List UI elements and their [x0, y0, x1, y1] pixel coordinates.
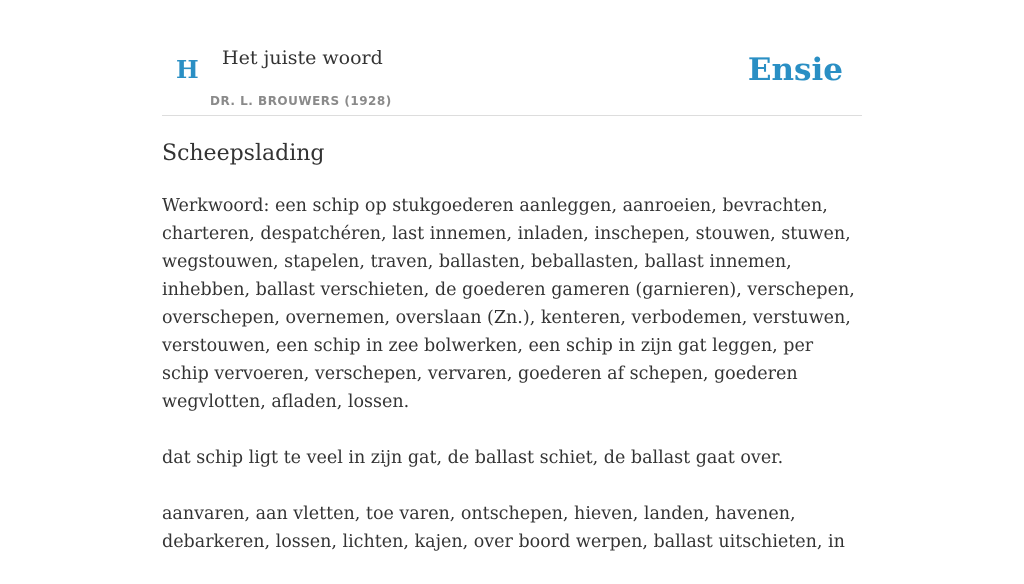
entry-paragraph: aanvaren, aan vletten, toe varen, ontschepen, hieven, landen, havenen, debarkeren, lossen, lichten, kajen, over boord werpen, ballast uitschieten, in — [162, 504, 845, 552]
entry-paragraph: dat schip ligt te veel in zijn gat, de ballast schiet, de ballast gaat over. — [162, 448, 784, 468]
page — [162, 0, 862, 552]
book-author: DR. L. BROUWERS (1928) — [210, 94, 392, 108]
book-header — [162, 0, 862, 116]
brand-logo[interactable]: Ensie — [747, 52, 843, 88]
entry-paragraph: Werkwoord: een schip op stukgoederen aanleggen, aanroeien, bevrachten, charteren, despatchéren, last innemen, inladen, inschepen, stouwen, stuwen, wegstouwen, stapelen, traven, ballasten, beballasten, ballast innemen, inhebben, ballast verschieten, de goederen gameren (garnieren), verschepen, overschepen, overnemen, overslaan (Zn.), kenteren, verbodemen, verstuwen, verstouwen, een schip in zee bolwerken, een schip in zijn gat leggen, per schip vervoeren, verschepen, vervaren, goederen af schepen, goederen wegvlotten, afladen, lossen. — [162, 196, 855, 412]
book-letter-icon: H — [176, 55, 199, 84]
entry-title: Scheepslading — [162, 141, 325, 166]
entry-body — [162, 192, 862, 584]
book-title[interactable]: Het juiste woord — [222, 47, 383, 69]
